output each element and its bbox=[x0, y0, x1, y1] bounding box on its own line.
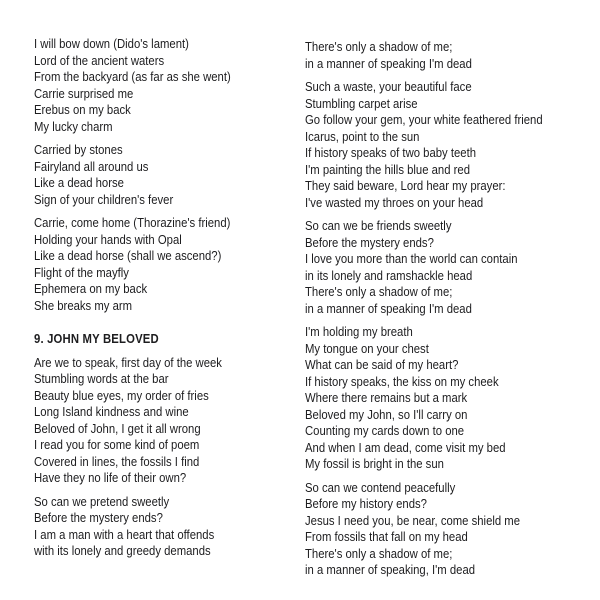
lyric-line: with its lonely and greedy demands bbox=[34, 543, 211, 558]
lyric-line: Covered in lines, the fossils I find bbox=[34, 453, 200, 469]
lyrics-stanza bbox=[305, 39, 583, 72]
lyric-line: Icarus, point to the sun bbox=[305, 128, 420, 144]
lyric-line: Counting my cards down to one bbox=[305, 423, 465, 438]
lyrics-stanza bbox=[305, 79, 583, 211]
lyrics-stanza bbox=[305, 480, 583, 579]
lyric-line: in a manner of speaking I'm dead bbox=[305, 300, 472, 316]
lyrics-column-right bbox=[305, 39, 583, 586]
lyric-line: Jesus I need you, be near, come shield me bbox=[305, 512, 521, 528]
lyric-line: My lucky charm bbox=[34, 118, 113, 134]
lyric-line: Stumbling carpet arise bbox=[305, 95, 418, 111]
lyric-line: Sign of your children's fever bbox=[34, 191, 174, 207]
lyric-line: Before my history ends? bbox=[305, 496, 427, 511]
song-title-text: 9. JOHN MY BELOVED bbox=[34, 331, 159, 346]
lyric-line: I read you for some kind of poem bbox=[34, 437, 200, 452]
lyric-line: From fossils that fall on my head bbox=[305, 529, 468, 544]
lyric-line: I am a man with a heart that offends bbox=[34, 526, 215, 542]
lyric-line: Beloved my John, so I'll carry on bbox=[305, 406, 468, 422]
lyric-line: Beauty blue eyes, my order of fries bbox=[34, 387, 209, 403]
lyric-line: From the backyard (as far as she went) bbox=[34, 69, 231, 84]
lyric-line: Lord of the ancient waters bbox=[34, 52, 165, 68]
lyric-line: They said beware, Lord hear my prayer: bbox=[305, 178, 506, 193]
lyric-line: Flight of the mayfly bbox=[34, 264, 129, 280]
lyric-line: Before the mystery ends? bbox=[305, 234, 434, 250]
lyric-line: She breaks my arm bbox=[34, 297, 133, 313]
lyrics-stanza bbox=[305, 324, 583, 473]
lyric-line: If history speaks, the kiss on my cheek bbox=[305, 373, 499, 389]
lyric-line: So can we pretend sweetly bbox=[34, 493, 170, 509]
lyric-line: in a manner of speaking I'm dead bbox=[305, 55, 472, 71]
lyric-line: So can we contend peacefully bbox=[305, 479, 456, 495]
lyrics-column-left bbox=[34, 36, 312, 567]
lyric-line: Like a dead horse bbox=[34, 175, 124, 190]
lyric-line: Have they no life of their own? bbox=[34, 470, 187, 485]
lyric-line: I've wasted my throes on your head bbox=[305, 194, 484, 210]
lyric-line: Carried by stones bbox=[34, 142, 123, 157]
lyrics-stanza bbox=[34, 355, 312, 487]
lyric-line: I will bow down (Dido's lament) bbox=[34, 36, 189, 51]
lyric-line: in its lonely and ramshackle head bbox=[305, 267, 473, 283]
lyric-line: Where there remains but a mark bbox=[305, 390, 468, 405]
lyric-line: There's only a shadow of me; bbox=[305, 284, 453, 299]
lyric-line: If history speaks of two baby teeth bbox=[305, 145, 477, 160]
lyrics-stanza bbox=[34, 36, 312, 135]
lyric-line: I'm painting the hills blue and red bbox=[305, 161, 471, 177]
lyric-line: There's only a shadow of me; bbox=[305, 39, 453, 54]
lyric-line: Long Island kindness and wine bbox=[34, 404, 189, 419]
lyric-line: Ephemera on my back bbox=[34, 281, 148, 296]
lyric-line: What can be said of my heart? bbox=[305, 357, 459, 372]
lyric-line: in a manner of speaking, I'm dead bbox=[305, 562, 476, 577]
song-title-heading bbox=[34, 331, 312, 348]
lyric-line: So can we be friends sweetly bbox=[305, 218, 452, 233]
lyric-line: Carrie, come home (Thorazine's friend) bbox=[34, 215, 231, 230]
lyrics-stanza bbox=[34, 494, 312, 560]
lyrics-stanza bbox=[305, 218, 583, 317]
lyric-line: Like a dead horse (shall we ascend?) bbox=[34, 248, 222, 263]
lyric-line: Such a waste, your beautiful face bbox=[305, 79, 472, 94]
lyric-line: Before the mystery ends? bbox=[34, 510, 163, 525]
lyric-line: And when I am dead, come visit my bed bbox=[305, 439, 506, 455]
lyric-line: My tongue on your chest bbox=[305, 340, 429, 356]
lyric-line: Are we to speak, first day of the week bbox=[34, 354, 222, 370]
lyric-line: Go follow your gem, your white feathered friend bbox=[305, 112, 543, 127]
lyric-line: Stumbling words at the bar bbox=[34, 371, 169, 386]
lyric-line: Beloved of John, I get it all wrong bbox=[34, 420, 201, 436]
lyric-line: I'm holding my breath bbox=[305, 324, 413, 339]
lyric-line: Carrie surprised me bbox=[34, 85, 134, 101]
lyric-line: I love you more than the world can contain bbox=[305, 251, 518, 266]
lyric-line: Erebus on my back bbox=[34, 102, 131, 117]
lyric-line: My fossil is bright in the sun bbox=[305, 456, 444, 471]
lyrics-stanza bbox=[34, 142, 312, 208]
lyric-line: Fairyland all around us bbox=[34, 158, 149, 174]
lyrics-stanza bbox=[34, 215, 312, 314]
lyric-line: Holding your hands with Opal bbox=[34, 231, 182, 247]
lyric-line: There's only a shadow of me; bbox=[305, 545, 453, 561]
